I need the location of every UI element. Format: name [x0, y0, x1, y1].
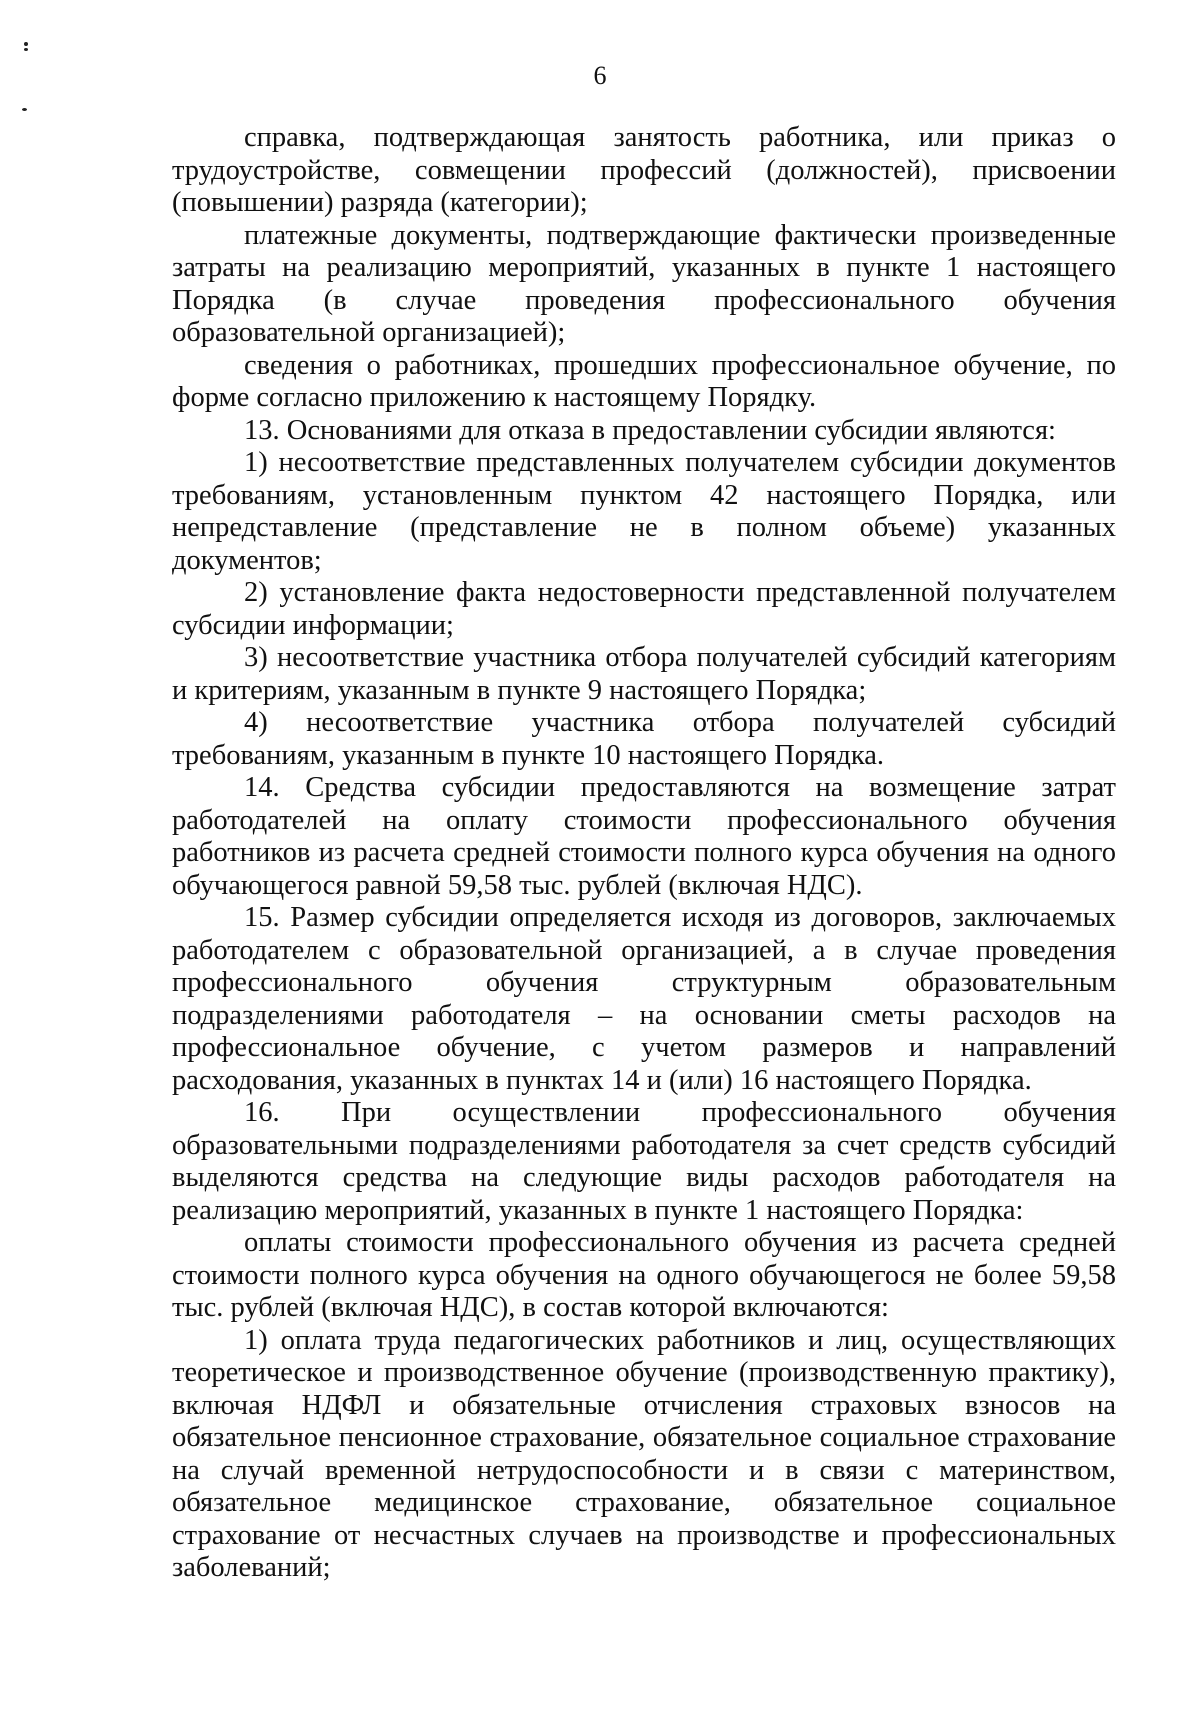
scan-mark — [24, 48, 28, 51]
paragraph-payment-documents: платежные документы, подтверждающие фактически произведенные затраты на реализацию мероприятий, указанных в пункте 1 настоящего Порядка (в случае проведения профессионального обучения образовательной организацией); — [172, 219, 1116, 348]
clause-13-heading: 13. Основаниями для отказа в предоставлении субсидии являются: — [244, 414, 1056, 446]
scan-mark — [24, 42, 28, 46]
clause-16: 16. При осуществлении профессионального обучения образовательными подразделениями работодателя за счет средств субсидий выделяются средства на следующие виды расходов работодателя на реализацию мероприятий, указанных в пункте 1 настоящего Порядка: — [172, 1097, 1116, 1226]
clause-16-item-1: 1) оплата труда педагогических работников и лиц, осуществляющих теоретическое и производственное обучение (производственную практику), включая НДФЛ и обязательные отчисления страховых взносов на обязательное пенсионное страхование, обязательное социальное страхование на случай временной нетрудоспособности и в связи с материнством, обязательное медицинское страхование, обязательное социальное страхование от несчастных случаев на производстве и профессиональных заболеваний; — [172, 1324, 1116, 1583]
clause-16-training-cost: оплаты стоимости профессионального обучения из расчета средней стоимости полного курса обучения на одного обучающегося не более 59,58 тыс. рублей (включая НДС), в состав которой включаются: — [172, 1227, 1116, 1323]
scan-mark — [22, 108, 27, 111]
clause-13-item-2: 2) установление факта недостоверности представленной получателем субсидии информации; — [172, 577, 1116, 641]
clause-13-item-4: 4) несоответствие участника отбора получателей субсидий требованиям, указанным в пункте 10 настоящего Порядка. — [172, 707, 1116, 771]
clause-14: 14. Средства субсидии предоставляются на возмещение затрат работодателей на оплату стоимости профессионального обучения работников из расчета средней стоимости полного курса обучения на одного обучающегося равной 59,58 тыс. рублей (включая НДС). — [172, 772, 1116, 901]
clause-15: 15. Размер субсидии определяется исходя из договоров, заключаемых работодателем с образовательной организацией, а в случае проведения профессионального обучения структурным образовательным подразделениями работодателя – на основании сметы расходов на профессиональное обучение, с учетом размеров и направлений расходования, указанных в пунктах 14 и (или) 16 настоящего Порядка. — [172, 902, 1116, 1096]
page-number: 6 — [593, 61, 607, 90]
paragraph-employment-certificate: справка, подтверждающая занятость работника, или приказ о трудоустройстве, совмещении профессий (должностей), присвоении (повышении) разряда (категории); — [172, 122, 1116, 218]
document-body — [172, 122, 1116, 1585]
clause-13-item-1: 1) несоответствие представленных получателем субсидии документов требованиям, установленным пунктом 42 настоящего Порядка, или непредставление (представление не в полном объеме) указанных документов; — [172, 447, 1116, 576]
clause-13-item-3: 3) несоответствие участника отбора получателей субсидий категориям и критериям, указанным в пункте 9 настоящего Порядка; — [172, 642, 1116, 706]
paragraph-trained-workers-info: сведения о работниках, прошедших профессиональное обучение, по форме согласно приложению к настоящему Порядку. — [172, 349, 1116, 413]
